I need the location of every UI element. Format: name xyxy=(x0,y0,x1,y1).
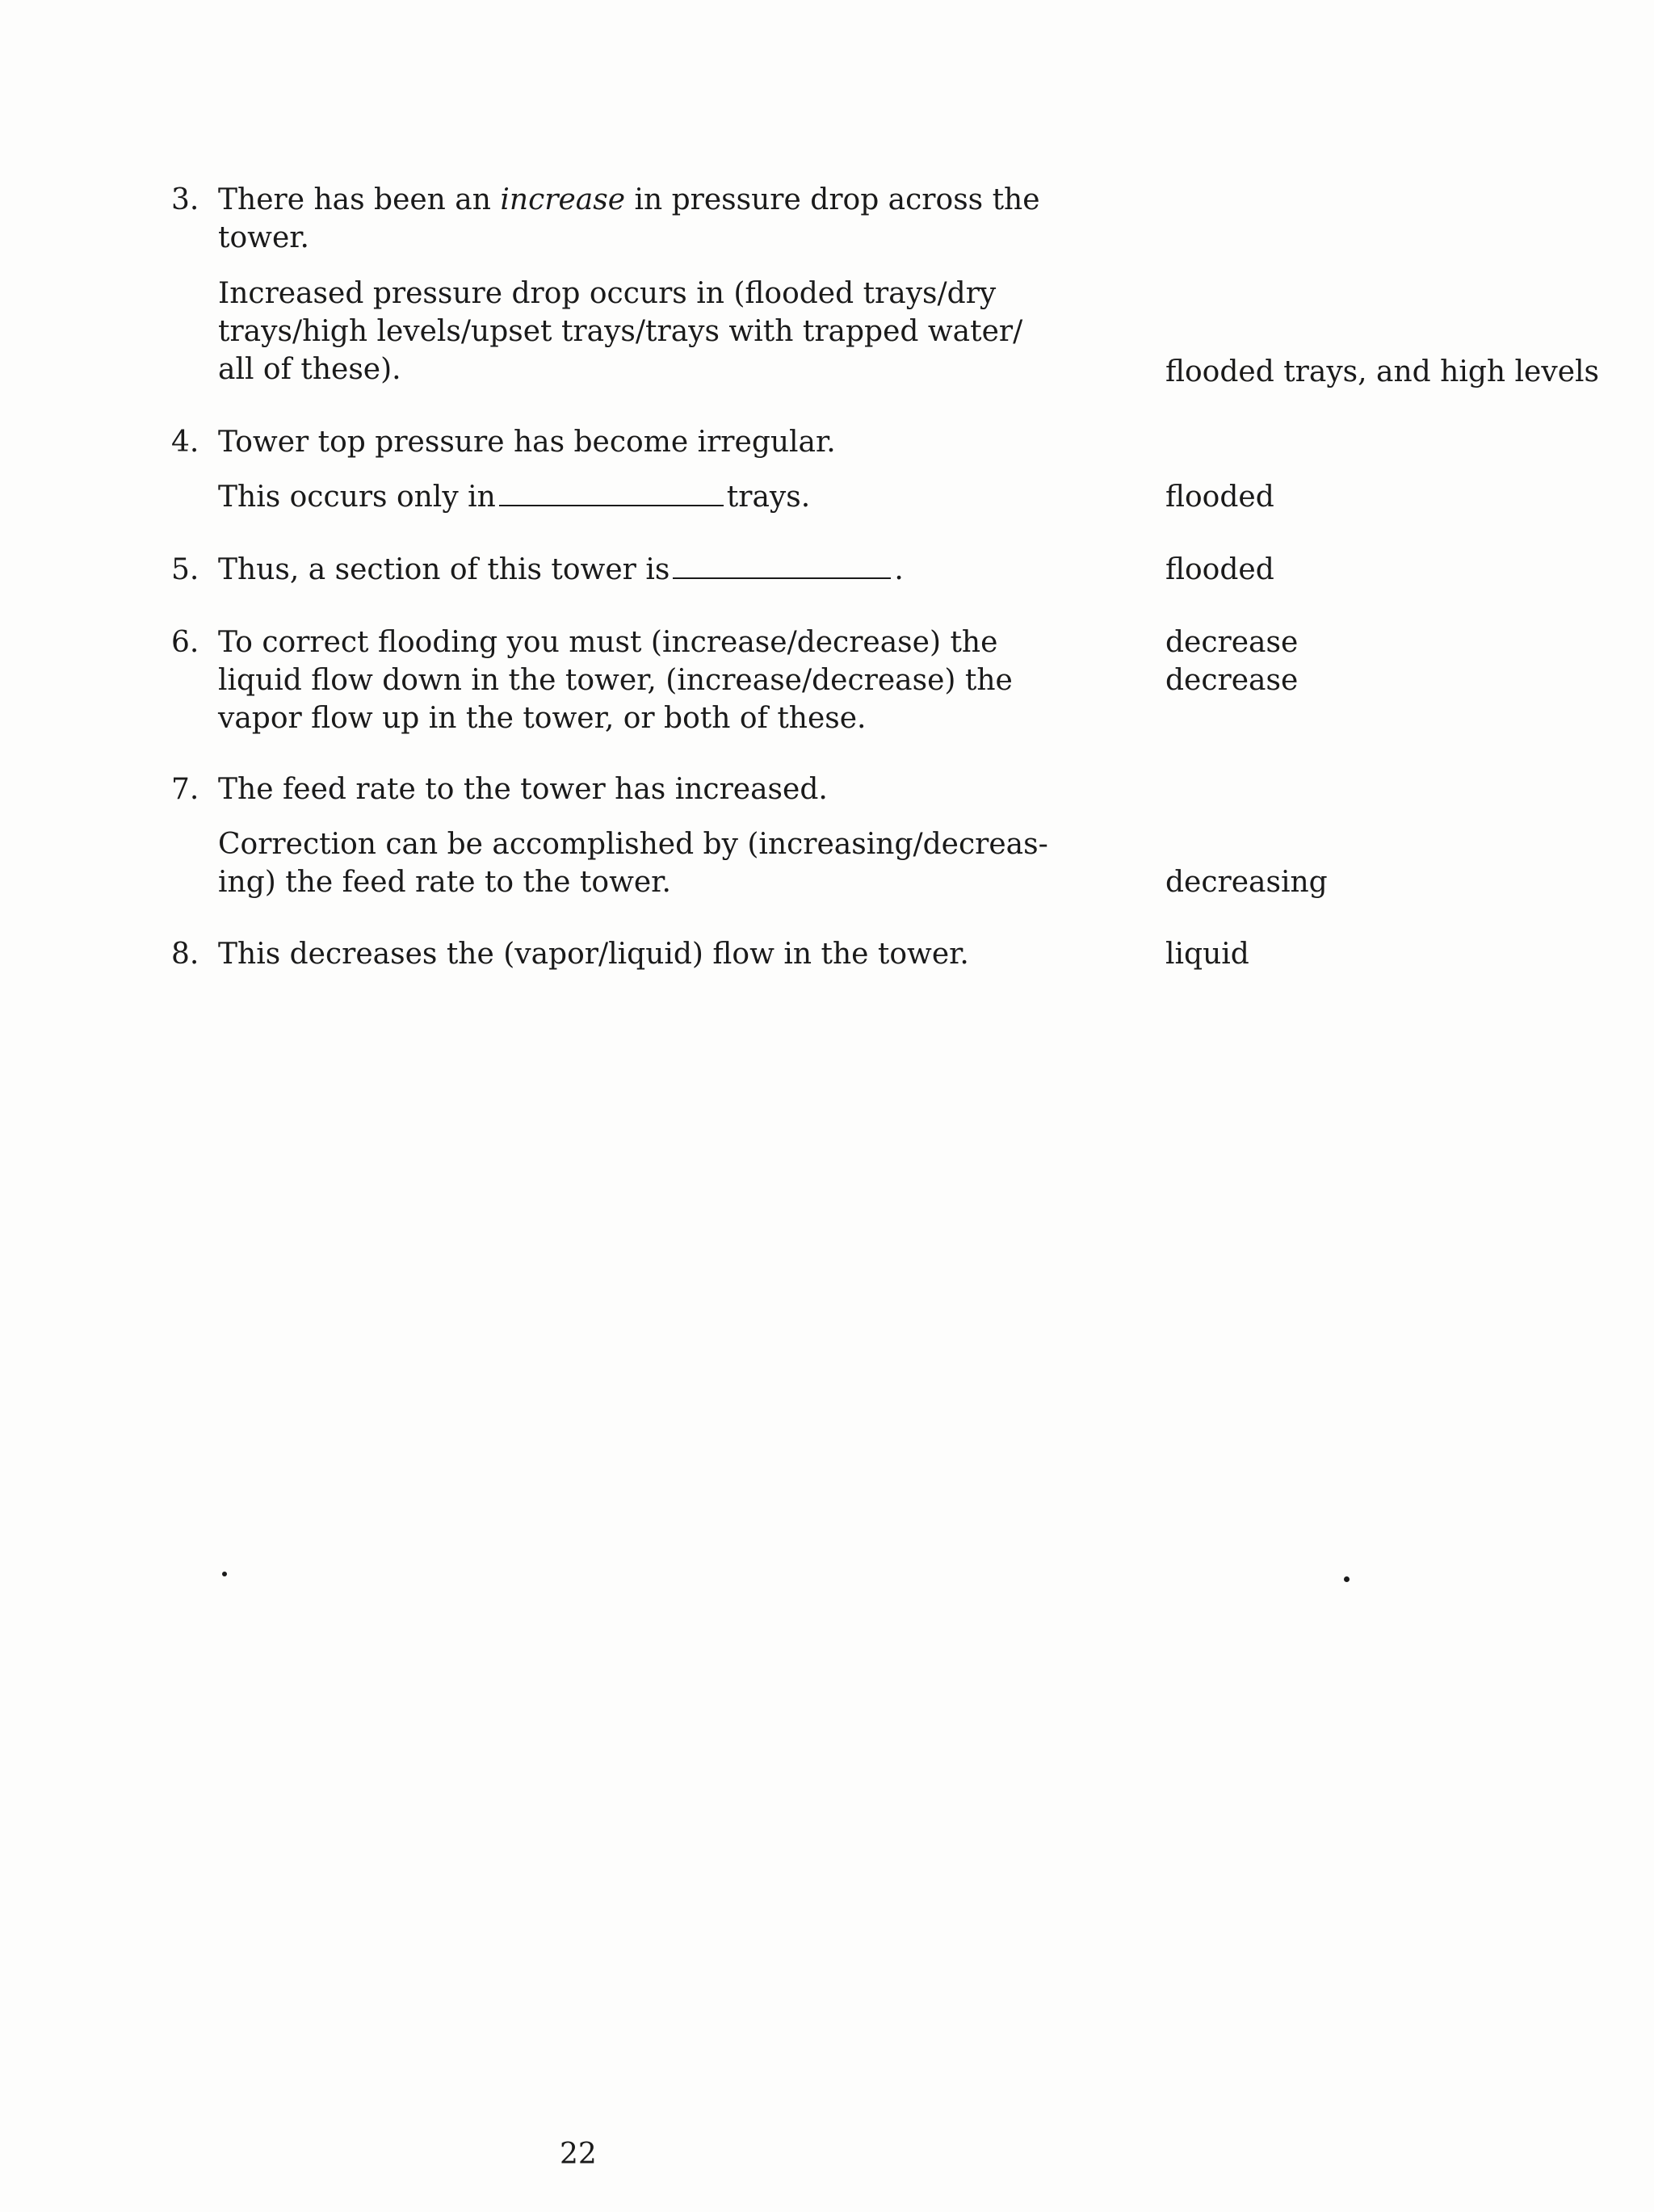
item-3-question xyxy=(218,275,1026,388)
item-5-number: 5. xyxy=(171,553,199,586)
item-3-statement-line-2: tower. xyxy=(218,221,309,254)
item-8-statement xyxy=(218,935,1026,973)
item-7-statement xyxy=(218,770,1026,808)
item-5-fill-in-blank xyxy=(673,553,891,579)
item-3-question-line-1: Increased pressure drop occurs in (flooded trays/dry xyxy=(218,277,997,310)
item-3-question-line-2: trays/high levels/upset trays/trays with trapped water/ xyxy=(218,315,1023,348)
item-3-statement xyxy=(218,181,1040,257)
item-5-question-before: Thus, a section of this tower is xyxy=(218,553,670,586)
item-4-answer: flooded xyxy=(1165,481,1274,514)
item-7-statement-line: The feed rate to the tower has increased. xyxy=(218,773,828,806)
item-3-emphasis: increase xyxy=(500,183,626,216)
item-6-question xyxy=(218,623,1026,737)
item-4-statement xyxy=(218,423,1026,461)
item-6-line-3: vapor flow up in the tower, or both of these. xyxy=(218,702,867,735)
item-4-number: 4. xyxy=(171,426,199,459)
item-5-question xyxy=(218,551,1026,589)
item-4-question xyxy=(218,478,1026,516)
item-8-statement-line: This decreases the (vapor/liquid) flow in the tower. xyxy=(218,938,969,971)
item-8-number: 8. xyxy=(171,938,199,971)
page-number: 22 xyxy=(560,2138,597,2171)
item-3-number: 3. xyxy=(171,183,199,216)
item-3-statement-line-1: There has been an increase in pressure drop across the xyxy=(218,183,1040,216)
item-7-question-line-2: ing) the feed rate to the tower. xyxy=(218,866,671,899)
item-5-answer: flooded xyxy=(1165,553,1274,586)
item-4-question-after: trays. xyxy=(726,481,811,514)
item-6-answer-2: decrease xyxy=(1165,664,1299,697)
item-7-question xyxy=(218,825,1048,901)
item-3-question-line-3: all of these). xyxy=(218,353,401,386)
item-5-question-after: . xyxy=(894,553,904,586)
item-7-answer: decreasing xyxy=(1165,866,1328,899)
print-speck-right xyxy=(1344,1576,1350,1582)
item-7-number: 7. xyxy=(171,773,199,806)
item-3-answer: flooded trays, and high levels xyxy=(1165,355,1599,388)
item-4-statement-line: Tower top pressure has become irregular. xyxy=(218,426,836,459)
item-4-fill-in-blank xyxy=(499,481,724,506)
item-6-line-2: liquid flow down in the tower, (increase/decrease) the xyxy=(218,664,1013,697)
print-speck-left xyxy=(222,1572,227,1576)
item-4-question-before: This occurs only in xyxy=(218,481,496,514)
item-8-answer: liquid xyxy=(1165,938,1249,971)
item-7-question-line-1: Correction can be accomplished by (increasing/decreas- xyxy=(218,828,1048,861)
item-6-number: 6. xyxy=(171,626,199,659)
item-6-line-1: To correct flooding you must (increase/decrease) the xyxy=(218,626,998,659)
item-6-answer-1: decrease xyxy=(1165,626,1299,659)
